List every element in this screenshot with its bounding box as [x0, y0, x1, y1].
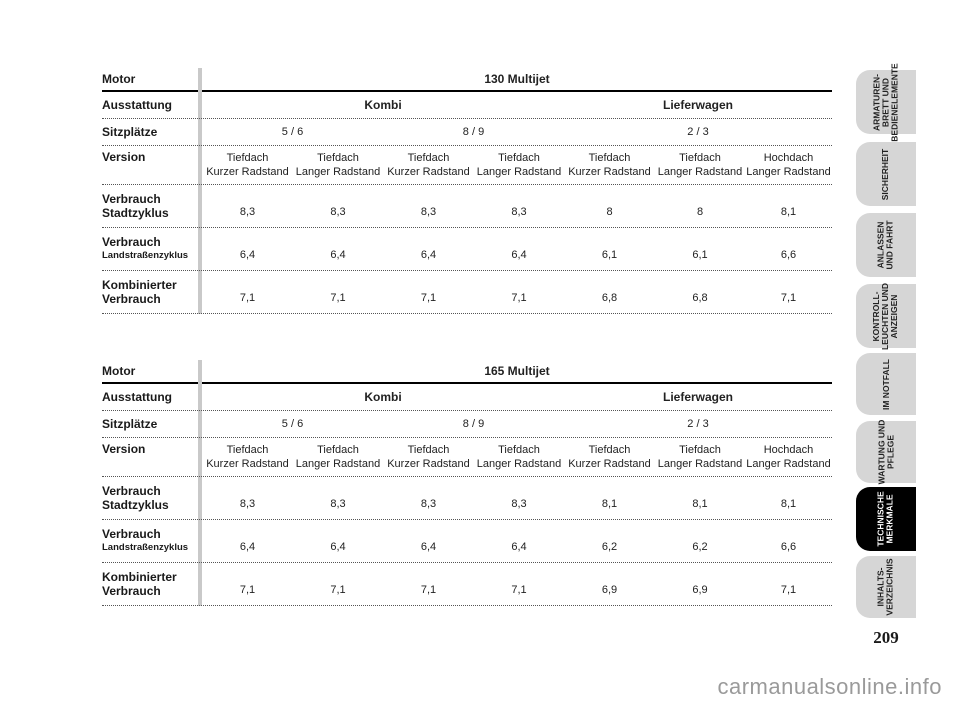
land-value: 6,4	[420, 541, 437, 553]
row-ausstattung	[102, 384, 832, 411]
version-cell	[474, 146, 564, 184]
label-line: Verbrauch	[102, 484, 161, 498]
wheelbase: Langer Radstand	[746, 166, 831, 178]
land-value: 6,4	[420, 249, 437, 261]
tab-label-line: VERZEICHNIS	[885, 558, 895, 616]
tab-label-line: INHALTS-	[876, 567, 886, 607]
tab-label-line: TECHNISCHE	[875, 491, 886, 547]
kombiniert-value: 6,8	[601, 292, 618, 304]
version-cell	[293, 438, 383, 476]
kombiniert-value: 7,1	[780, 584, 797, 596]
stadt-value: 8,1	[780, 206, 797, 218]
row-version	[102, 438, 832, 477]
label-line: Kombinierter	[102, 570, 177, 584]
version-cell	[745, 146, 832, 184]
label-stadtzyklus	[102, 185, 198, 227]
roof-type: Tiefdach	[226, 444, 269, 456]
side-tab-label	[873, 63, 900, 141]
tab-label-line: IM NOTFALL	[880, 358, 891, 410]
row-kombinierter-verbrauch	[102, 563, 832, 606]
roof-type: Tiefdach	[498, 444, 540, 456]
side-tab-label	[877, 491, 895, 546]
row-landstrassenzyklus	[102, 228, 832, 271]
label-line: Stadtzyklus	[102, 206, 169, 220]
wheelbase: Kurzer Radstand	[568, 458, 651, 470]
side-tab-label	[882, 359, 891, 410]
side-tab-label	[877, 420, 895, 485]
label-line: Kombinierter	[102, 278, 177, 292]
version-cell	[564, 438, 655, 476]
land-value: 6,4	[239, 249, 256, 261]
wheelbase: Langer Radstand	[657, 458, 743, 470]
label-sitzplaetze: Sitzplätze	[102, 417, 158, 431]
wheelbase: Kurzer Radstand	[206, 458, 289, 470]
land-value: 6,4	[330, 541, 346, 553]
version-cell	[474, 438, 564, 476]
wheelbase: Kurzer Radstand	[387, 166, 470, 178]
wheelbase: Kurzer Radstand	[568, 166, 651, 178]
tab-label-line: SICHERHEIT	[880, 148, 891, 200]
label-landstrassenzyklus	[102, 520, 198, 562]
label-line: Stadtzyklus	[102, 498, 169, 512]
wheelbase: Langer Radstand	[476, 458, 562, 470]
stadt-value: 8,3	[239, 498, 256, 510]
kombiniert-value: 7,1	[780, 292, 797, 304]
stadt-value: 8,3	[239, 206, 256, 218]
roof-type: Tiefdach	[679, 152, 721, 164]
tab-label-line: MERKMALE	[884, 494, 895, 544]
row-ausstattung	[102, 92, 832, 119]
version-cell	[383, 438, 474, 476]
land-value: 6,1	[601, 249, 618, 261]
stadt-value: 8,1	[601, 498, 618, 510]
consumption-table	[102, 360, 832, 606]
stadt-value: 8,3	[511, 206, 527, 218]
roof-type: Tiefdach	[588, 152, 631, 164]
version-cell	[564, 146, 655, 184]
label-line: Landstraßenzyklus	[102, 250, 189, 261]
tab-label-line: KONTROLL-	[871, 290, 882, 342]
row-version	[102, 146, 832, 185]
engine-name: 130 Multijet	[484, 72, 550, 86]
land-value: 6,6	[780, 249, 797, 261]
kombi-header: Kombi	[364, 390, 402, 404]
label-version: Version	[102, 442, 146, 456]
version-cell	[745, 438, 832, 476]
engine-name: 165 Multijet	[484, 364, 550, 378]
version-cell	[655, 146, 745, 184]
label-motor: Motor	[102, 72, 136, 86]
seats-value: 2 / 3	[687, 126, 709, 138]
label-sitzplaetze: Sitzplätze	[102, 125, 158, 139]
version-cell	[202, 146, 293, 184]
label-line: Verbrauch	[102, 584, 161, 598]
wheelbase: Kurzer Radstand	[387, 458, 470, 470]
wheelbase: Langer Radstand	[295, 458, 381, 470]
kombiniert-value: 6,9	[692, 584, 708, 596]
land-value: 6,4	[511, 249, 527, 261]
label-ausstattung: Ausstattung	[102, 390, 172, 404]
side-tab[interactable]	[856, 142, 916, 206]
side-tab-label	[881, 148, 890, 199]
roof-type: Tiefdach	[588, 444, 631, 456]
stadt-value: 8,1	[692, 498, 708, 510]
lieferwagen-header: Lieferwagen	[662, 98, 734, 112]
land-value: 6,2	[692, 541, 708, 553]
kombiniert-value: 7,1	[420, 584, 437, 596]
kombiniert-value: 7,1	[330, 584, 346, 596]
tab-label-line: ARMATUREN-	[871, 73, 882, 131]
row-sitzplaetze	[102, 411, 832, 438]
label-line: Verbrauch	[102, 527, 161, 541]
land-value: 6,2	[601, 541, 618, 553]
seats-value: 2 / 3	[687, 418, 709, 430]
side-tab-label	[877, 220, 895, 269]
side-tab[interactable]	[856, 487, 916, 551]
stadt-value: 8,3	[330, 498, 346, 510]
side-tab-label	[873, 282, 900, 349]
stadt-value: 8,3	[420, 206, 437, 218]
side-tab[interactable]	[856, 421, 916, 483]
version-cell	[383, 146, 474, 184]
wheelbase: Langer Radstand	[476, 166, 562, 178]
tab-label-line: ANLASSEN	[875, 221, 886, 269]
roof-type: Tiefdach	[679, 444, 721, 456]
watermark: carmanualsonline.info	[717, 674, 942, 699]
side-tab[interactable]	[856, 213, 916, 277]
row-stadtzyklus	[102, 185, 832, 228]
tab-label-line: ANZEIGEN	[889, 294, 900, 338]
label-stadtzyklus	[102, 477, 198, 519]
stadt-value: 8	[606, 206, 613, 218]
kombiniert-value: 6,9	[601, 584, 618, 596]
tab-label-line: PFLEGE	[885, 434, 896, 470]
side-tab[interactable]	[856, 353, 916, 415]
kombiniert-value: 7,1	[239, 292, 256, 304]
wheelbase: Langer Radstand	[746, 458, 831, 470]
row-landstrassenzyklus	[102, 520, 832, 563]
label-line: Verbrauch	[102, 192, 161, 206]
consumption-table	[102, 68, 832, 314]
roof-type: Tiefdach	[317, 444, 359, 456]
label-kombinierter-verbrauch	[102, 271, 198, 313]
seats-value: 5 / 6	[281, 126, 304, 138]
seats-value: 8 / 9	[462, 418, 485, 430]
wheelbase: Langer Radstand	[657, 166, 743, 178]
label-line: Landstraßenzyklus	[102, 542, 189, 553]
page-number: 209	[873, 628, 899, 647]
side-tab[interactable]	[856, 62, 916, 142]
roof-type: Hochdach	[763, 444, 814, 456]
stadt-value: 8,3	[420, 498, 437, 510]
land-value: 6,4	[511, 541, 527, 553]
tab-label-line: BRETT UND	[880, 77, 891, 127]
roof-type: Tiefdach	[226, 152, 269, 164]
kombiniert-value: 6,8	[692, 292, 708, 304]
side-tab-label	[877, 558, 895, 615]
seats-value: 5 / 6	[281, 418, 304, 430]
label-line: Verbrauch	[102, 292, 161, 306]
land-value: 6,4	[239, 541, 256, 553]
label-landstrassenzyklus	[102, 228, 198, 270]
row-motor	[102, 68, 832, 92]
land-value: 6,6	[780, 541, 797, 553]
kombiniert-value: 7,1	[511, 292, 527, 304]
kombi-header: Kombi	[364, 98, 402, 112]
row-motor	[102, 360, 832, 384]
label-kombinierter-verbrauch	[102, 563, 198, 605]
roof-type: Tiefdach	[407, 152, 450, 164]
version-cell	[202, 438, 293, 476]
wheelbase: Langer Radstand	[295, 166, 381, 178]
label-line: Verbrauch	[102, 235, 161, 249]
version-cell	[293, 146, 383, 184]
tab-label-line: WARTUNG UND	[876, 419, 887, 485]
row-stadtzyklus	[102, 477, 832, 520]
roof-type: Tiefdach	[317, 152, 359, 164]
stadt-value: 8,3	[511, 498, 527, 510]
side-tab[interactable]	[856, 556, 916, 618]
kombiniert-value: 7,1	[330, 292, 346, 304]
roof-type: Tiefdach	[407, 444, 450, 456]
side-tab[interactable]	[856, 284, 916, 348]
stadt-value: 8,3	[330, 206, 346, 218]
tab-label-line: BEDIENELEMENTE	[889, 62, 900, 142]
label-ausstattung: Ausstattung	[102, 98, 172, 112]
wheelbase: Kurzer Radstand	[206, 166, 289, 178]
label-motor: Motor	[102, 364, 136, 378]
lieferwagen-header: Lieferwagen	[662, 390, 734, 404]
tab-label-line: UND FAHRT	[884, 220, 895, 270]
land-value: 6,1	[692, 249, 708, 261]
stadt-value: 8,1	[780, 498, 797, 510]
row-kombinierter-verbrauch	[102, 271, 832, 314]
stadt-value: 8	[696, 206, 704, 218]
seats-value: 8 / 9	[462, 126, 485, 138]
roof-type: Tiefdach	[498, 152, 540, 164]
roof-type: Hochdach	[763, 152, 814, 164]
row-sitzplaetze	[102, 119, 832, 146]
tab-label-line: LEUCHTEN UND	[880, 282, 891, 350]
kombiniert-value: 7,1	[511, 584, 527, 596]
kombiniert-value: 7,1	[420, 292, 437, 304]
kombiniert-value: 7,1	[239, 584, 256, 596]
label-version: Version	[102, 150, 146, 164]
land-value: 6,4	[330, 249, 346, 261]
version-cell	[655, 438, 745, 476]
